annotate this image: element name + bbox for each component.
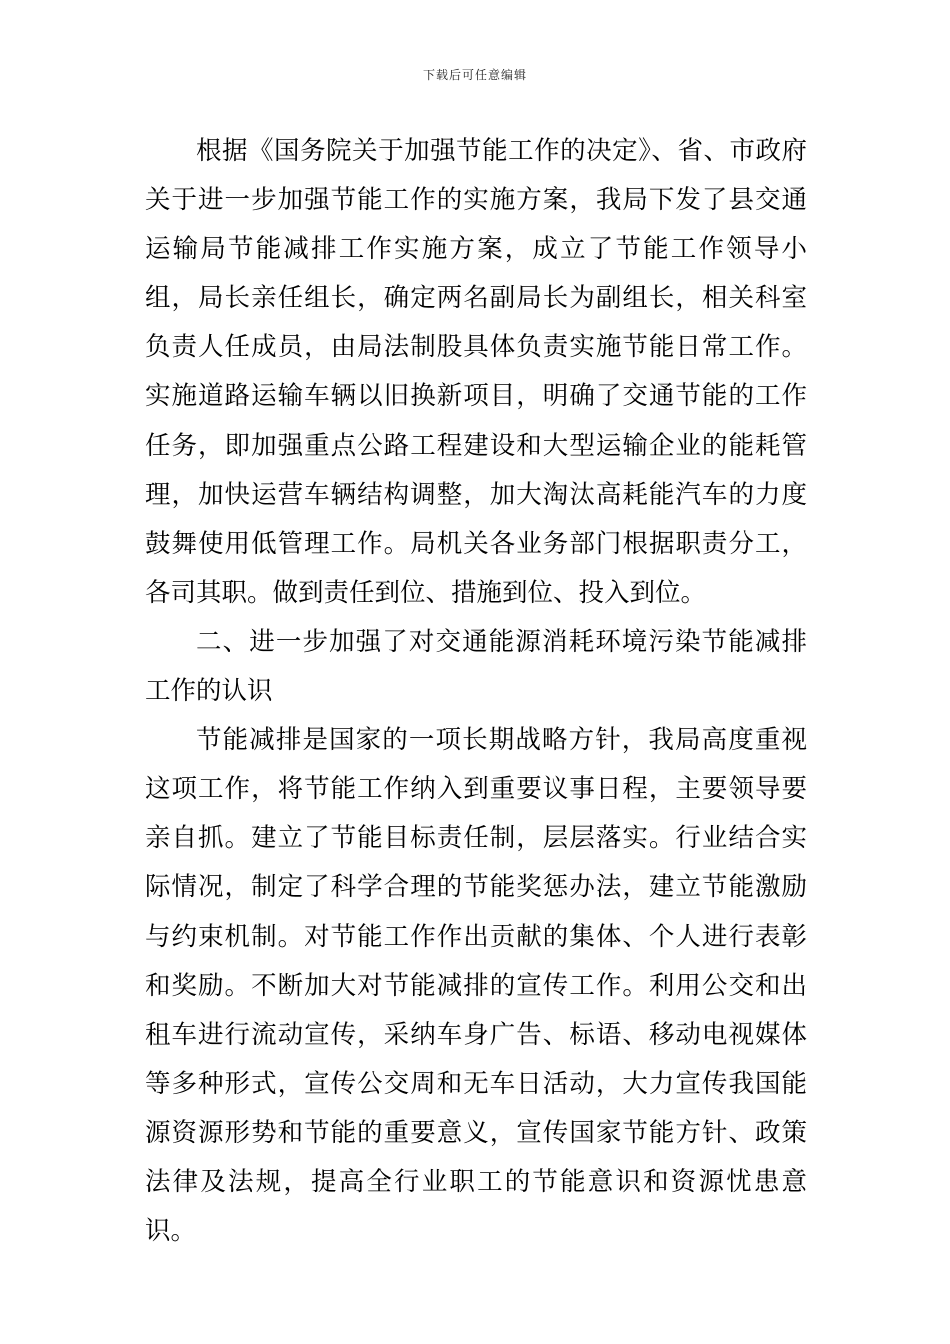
paragraph-energy-plan: 根据《国务院关于加强节能工作的决定》、省、市政府关于进一步加强节能工作的实施方案，我局下发了县交通运输局节能减排工作实施方案，成立了节能工作领导小组，局长亲任组长，确定两名副局长为副组长，相关科室负责人任成员，由局法制股具体负责实施节能日常工作。实施道路运输车辆以旧换新项目，明确了交通节能的工作任务，即加强重点公路工程建设和大型运输企业的能耗管理，加快运营车辆结构调整，加大淘汰高耗能汽车的力度鼓舞使用低管理工作。局机关各业务部门根据职责分工，各司其职。做到责任到位、措施到位、投入到位。: [145, 136, 807, 608]
document-body: [145, 127, 807, 1256]
header-note: 下载后可任意编辑: [422, 68, 527, 82]
paragraph-energy-awareness: 节能减排是国家的一项长期战略方针，我局高度重视这项工作，将节能工作纳入到重要议事日程，主要领导要亲自抓。建立了节能目标责任制，层层落实。行业结合实际情况，制定了科学合理的节能奖惩办法，建立节能激励与约束机制。对节能工作作出贡献的集体、个人进行表彰和奖励。不断加大对节能减排的宣传工作。利用公交和出租车进行流动宣传，采纳车身广告、标语、移动电视媒体等多种形式，宣传公交周和无车日活动，大力宣传我国能源资源形势和节能的重要意义，宣传国家节能方针、政策法律及法规，提高全行业职工的节能意识和资源忧患意识。: [145, 725, 807, 1247]
section-heading-2: 二、进一步加强了对交通能源消耗环境污染节能减排工作的认识: [145, 626, 807, 707]
